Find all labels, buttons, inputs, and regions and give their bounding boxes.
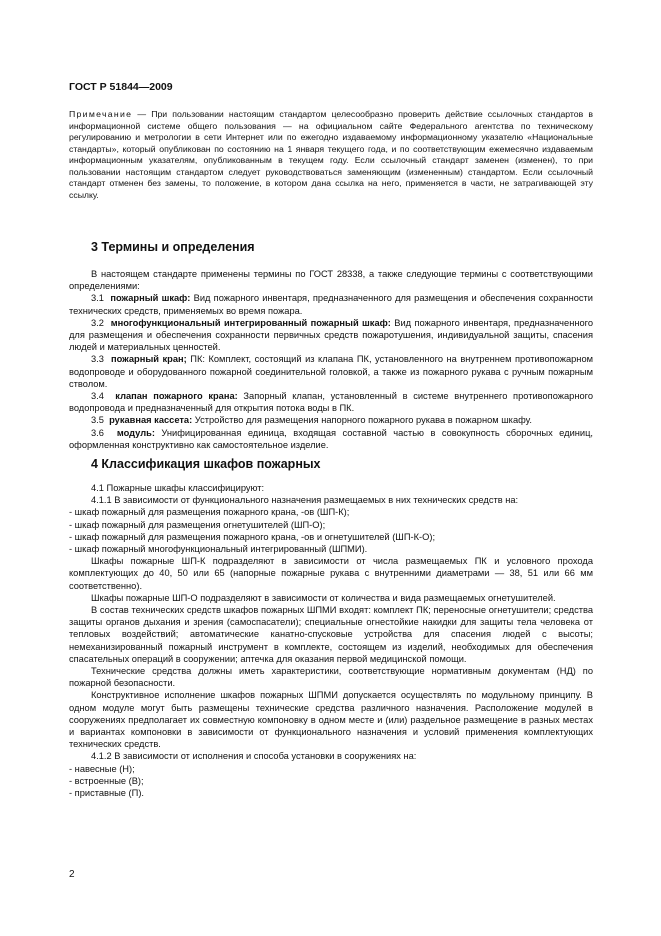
list-item: - встроенные (В);	[69, 775, 144, 786]
section-4-heading: 4 Классификация шкафов пожарных	[91, 457, 321, 471]
page-number: 2	[69, 869, 75, 880]
paragraph-modular: Конструктивное исполнение шкафов пожарных ШПМИ допускается осуществлять по модульному принципу. В одном модуле могут быть размещены технические средства различного назначения. Расположение модулей в сооружениях предполагает их совместную компоновку в одном месте и (или) раздельное размещение в разных местах и вариантах компоновки в зависимости от функционального назначения и условий применения комплектующих технических средств.	[69, 690, 593, 750]
section-3-intro: В настоящем стандарте применены термины по ГОСТ 28338, а также следующие термины с соответствующими определениями:	[69, 269, 593, 292]
note-text: — При пользовании настоящим стандартом целесообразно проверить действие ссылочных стандартов в информационной системе общего пользования — на официальном сайте Федерального агентства по техническому регулированию и метрологии в сети Интернет или по ежегодно издаваемому информационному указателю «Национальные стандарты», который опубликован по состоянию на 1 января текущего года, и по соответствующим ежемесячно издаваемым информационным указателям, опубликованным в текущем году. Если ссылочный стандарт заменен (изменен), то при пользовании настоящим стандартом следует руководствоваться заменяющим (измененным) стандартом. Если ссылочный стандарт отменен без замены, то положение, в котором дана ссылка на него, применяется в части, не затрагивающей эту ссылку.	[69, 109, 593, 200]
paragraph-shp-k: Шкафы пожарные ШП-К подразделяют в зависимости от числа размещаемых ПК и условного прохода комплектующих до 40, 50 или 65 (напорные пожарные рукава с внутренними диаметрами — 38, 51 или 66 мм соответственно).	[69, 556, 593, 591]
term-3-2: 3.2 многофункциональный интегрированный пожарный шкаф: Вид пожарного инвентаря, предназначенного для размещения и обеспечения сохранности первичных средств пожаротушения, индивидуальной защиты, спасения людей и материальных ценностей.	[69, 317, 593, 353]
list-item: - шкаф пожарный для размещения пожарного крана, -ов (ШП-К);	[69, 507, 350, 518]
term-3-5: 3.5 рукавная кассета: Устройство для размещения напорного пожарного рукава в пожарном шкафу.	[91, 415, 532, 426]
paragraph-characteristics: Технические средства должны иметь характеристики, соответствующие нормативным документам (НД) по пожарной безопасности.	[69, 666, 593, 689]
note-paragraph	[69, 109, 593, 201]
note-label: Примечание	[69, 109, 133, 119]
term-3-1: 3.1 пожарный шкаф: Вид пожарного инвентаря, предназначенного для размещения и обеспечения сохранности технических средств, применяемых во время пожара.	[69, 293, 593, 316]
standard-header: ГОСТ Р 51844—2009	[69, 81, 173, 93]
list-item: - приставные (П).	[69, 788, 145, 799]
list-item: - шкаф пожарный для размещения пожарного крана, -ов и огнетушителей (ШП-К-О);	[69, 531, 436, 542]
list-item: - шкаф пожарный многофункциональный интегрированный (ШПМИ).	[69, 544, 368, 555]
list-item: - навесные (Н);	[69, 763, 135, 774]
paragraph-shp-o: Шкафы пожарные ШП-О подразделяют в зависимости от количества и вида размещаемых огнетушителей.	[91, 592, 556, 603]
term-3-3: 3.3 пожарный кран; ПК: Комплект, состоящий из клапана ПК, установленного на внутреннем противопожарном водопроводе и оборудованного пожарной соединительной головкой, а также из пожарного рукава с ручным пожарным стволом.	[69, 354, 594, 389]
term-3-6: 3.6 модуль: Унифицированная единица, входящая составной частью в совокупность сборочных единиц, оформленная конструктивно как самостоятельное изделие.	[69, 427, 593, 450]
section-3-heading: 3 Термины и определения	[91, 240, 255, 254]
section-4-body	[69, 482, 593, 799]
term-3-4: 3.4 клапан пожарного крана: Запорный клапан, установленный в системе внутреннего противопожарного водопровода и предназначенный для открытия потока воды в ПК.	[69, 391, 593, 414]
section-4-1-1: 4.1.1 В зависимости от функционального назначения размещаемых в них технических средств на:	[91, 495, 519, 506]
section-4-1: 4.1 Пожарные шкафы классифицируют:	[91, 483, 265, 493]
list-item: - шкаф пожарный для размещения огнетушителей (ШП-О);	[69, 519, 326, 530]
section-3-body	[69, 268, 593, 451]
section-4-1-2: 4.1.2 В зависимости от исполнения и способа установки в сооружениях на:	[91, 751, 417, 762]
paragraph-shpmi-contents: В состав технических средств шкафов пожарных ШПМИ входят: комплект ПК; переносные огнетушители; средства защиты органов дыхания и зрения (самоспасатели); специальные огнестойкие накидки для защиты тела человека от тепловых воздействий; автоматические канатно-спусковые устройства для спасения людей с высоты; немеханизированный пожарный инструмент в комплекте, состоящем из изделий, необходимых для обеспечения спасательных операций в сооружении; аптечка для оказания первой медицинской помощи.	[69, 605, 593, 664]
